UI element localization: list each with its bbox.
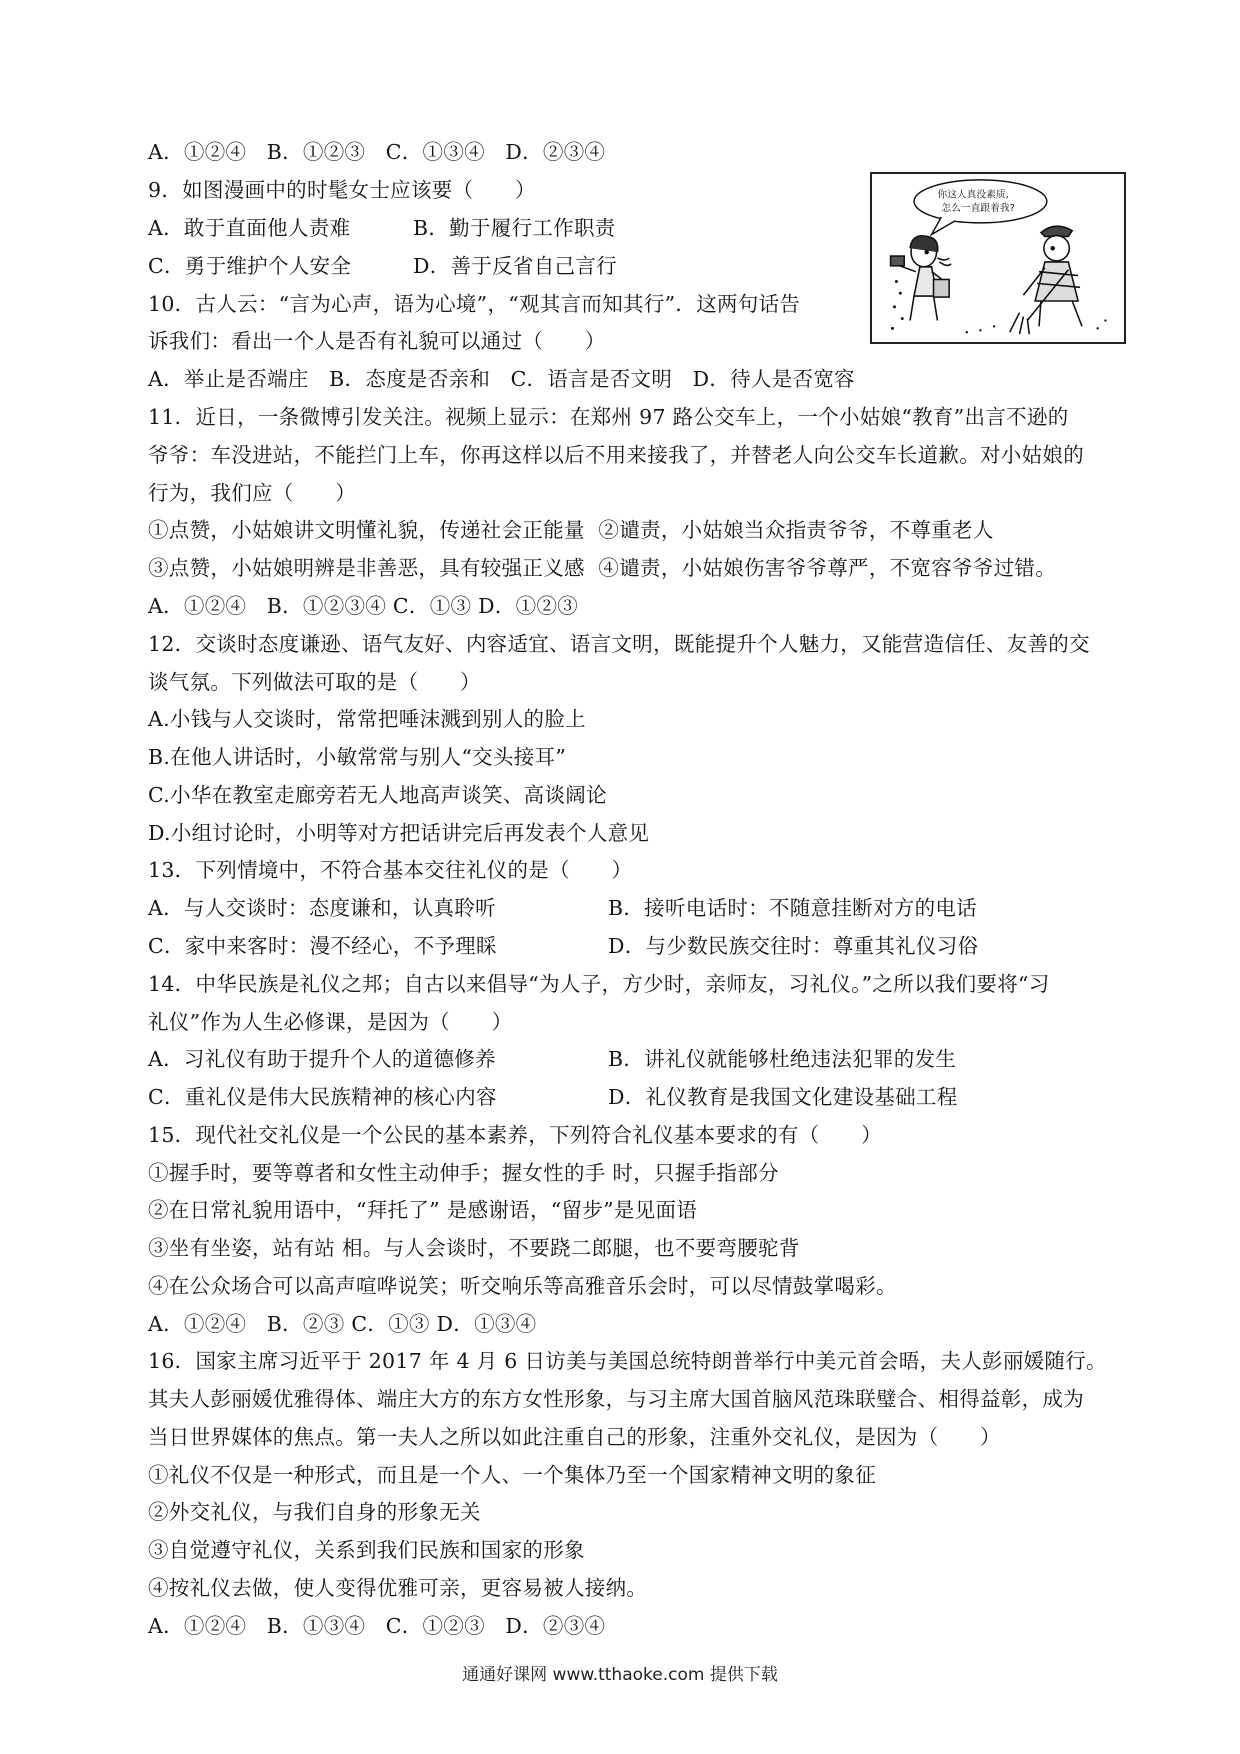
cartoon-drawing — [872, 174, 1124, 342]
q16-item-2: ②外交礼仪，与我们自身的形象无关 — [148, 1500, 481, 1524]
q16-line-2: 其夫人彭丽媛优雅得体、端庄大方的东方女性形象，与习主席大国首脑风范珠联璧合、相得益彰，成为 — [148, 1387, 1084, 1411]
q9-option-row-1 — [148, 216, 616, 240]
q13-option-a: A．与人交谈时：态度谦和，认真聆听 — [148, 896, 496, 920]
q12-option-d: D.小组讨论时，小明等对方把话讲完后再发表个人意见 — [148, 821, 650, 845]
cartoon-bubble-line-1: 你这人真没素质, — [937, 189, 1009, 201]
ground-dots — [966, 319, 1107, 333]
cartoon-bubble-line-2: 怎么一直跟着我? — [941, 203, 1015, 215]
q11-line-1: 11．近日，一条微博引发关注。视频上显示：在郑州 97 路公交车上，一个小姑娘“教育”出言不逊的 — [148, 405, 1069, 429]
q13-option-row-2 — [148, 934, 979, 958]
q13-option-b: B．接听电话时：不随意挂断对方的电话 — [608, 896, 977, 920]
q15-stem: 15．现代社交礼仪是一个公民的基本素养，下列符合礼仪基本要求的有（ ） — [148, 1123, 882, 1147]
q14-option-a: A．习礼仪有助于提升个人的道德修养 — [148, 1047, 496, 1071]
q16-options: A．①②④ B．①③④ C．①②③ D．②③④ — [148, 1614, 606, 1638]
q14-line-1: 14．中华民族是礼仪之邦；自古以来倡导“为人子，方少时，亲师友，习礼仪。”之所以我们要将“习 — [148, 972, 1050, 996]
q15-item-1: ①握手时，要等尊者和女性主动伸手；握女性的手 时，只握手指部分 — [148, 1161, 779, 1185]
q14-option-row-1 — [148, 1047, 957, 1071]
q16-line-1: 16．国家主席习近平于 2017 年 4 月 6 日访美与美国总统特朗普举行中美元首会晤，夫人彭丽媛随行。 — [148, 1349, 1107, 1373]
q13-option-row-1 — [148, 896, 977, 920]
q9-option-c: C．勇于维护个人安全 — [148, 254, 352, 278]
q12-option-a: A.小钱与人交谈时，常常把唾沫溅到别人的脸上 — [148, 707, 586, 731]
q8-options: A．①②④ B．①②③ C．①③④ D．②③④ — [148, 140, 606, 164]
q12-line-1: 12．交谈时态度谦逊、语气友好、内容适宜、语言文明，既能提升个人魅力，又能营造信任、友善的交 — [148, 632, 1090, 656]
q11-item-1: ①点赞，小姑娘讲文明懂礼貌，传递社会正能量 ②谴责，小姑娘当众指责爷爷，不尊重老人 — [148, 518, 994, 542]
q13-option-c: C．家中来客时：漫不经心，不予理睬 — [148, 934, 497, 958]
q14-option-d: D．礼仪教育是我国文化建设基础工程 — [608, 1085, 958, 1109]
page-footer: 通通好课网 www.tthaoke.com 提供下载 — [462, 1665, 778, 1685]
q9-option-a: A．敢于直面他人责难 — [148, 216, 351, 240]
q10-line-2: 诉我们：看出一个人是否有礼貌可以通过（ ） — [148, 329, 606, 353]
q9-stem: 9．如图漫画中的时髦女士应该要（ ） — [148, 178, 536, 202]
q12-line-2: 谈气氛。下列做法可取的是（ ） — [148, 670, 481, 694]
woman-figure — [891, 236, 952, 321]
q11-line-2: 爷爷：车没进站，不能拦门上车，你再这样以后不用来接我了，并替老人向公交车长道歉。对小姑娘的 — [148, 443, 1084, 467]
q16-item-1: ①礼仪不仅是一种形式，而且是一个人、一个集体乃至一个国家精神文明的象征 — [148, 1463, 876, 1487]
q12-option-c: C.小华在教室走廊旁若无人地高声谈笑、高谈阔论 — [148, 783, 607, 807]
q10-options: A．举止是否端庄 B．态度是否亲和 C．语言是否文明 D．待人是否宽容 — [148, 367, 855, 391]
q11-options: A．①②④ B．①②③④ C．①③ D．①②③ — [148, 594, 579, 618]
q14-option-b: B．讲礼仪就能够杜绝违法犯罪的发生 — [608, 1047, 957, 1071]
q13-stem: 13．下列情境中，不符合基本交往礼仪的是（ ） — [148, 858, 633, 882]
q16-line-3: 当日世界媒体的焦点。第一夫人之所以如此注重自己的形象，注重外交礼仪，是因为（ ） — [148, 1425, 1001, 1449]
q12-option-b: B.在他人讲话时，小敏常常与别人“交头接耳” — [148, 745, 567, 769]
q9-option-row-2 — [148, 254, 617, 278]
q14-option-row-2 — [148, 1085, 958, 1109]
q15-item-4: ④在公众场合可以高声喧哗说笑；听交响乐等高雅音乐会时，可以尽情鼓掌喝彩。 — [148, 1274, 897, 1298]
q9-option-b: B．勤于履行工作职责 — [413, 216, 616, 240]
q16-item-3: ③自觉遵守礼仪，关系到我们民族和国家的形象 — [148, 1538, 585, 1562]
sweeper-figure — [1010, 226, 1082, 334]
q13-option-d: D．与少数民族交往时：尊重其礼仪习俗 — [608, 934, 979, 958]
cartoon-illustration — [870, 172, 1126, 344]
q9-option-d: D．善于反省自己言行 — [413, 254, 617, 278]
q10-line-1: 10．古人云：“言为心声，语为心境”，“观其言而知其行”．这两句话告 — [148, 292, 801, 316]
q14-option-c: C．重礼仪是伟大民族精神的核心内容 — [148, 1085, 497, 1109]
q14-line-2: 礼仪”作为人生必修课，是因为（ ） — [148, 1010, 513, 1034]
q11-line-3: 行为，我们应（ ） — [148, 481, 356, 505]
litter-dots — [891, 280, 904, 330]
q11-item-2: ③点赞，小姑娘明辨是非善恶，具有较强正义感 ④谴责，小姑娘伤害爷爷尊严，不宽容爷爷过错。 — [148, 556, 1057, 580]
q15-item-2: ②在日常礼貌用语中，“拜托了” 是感谢语，“留步”是见面语 — [148, 1198, 698, 1222]
q15-item-3: ③坐有坐姿，站有站 相。与人会谈时，不要跷二郎腿，也不要弯腰驼背 — [148, 1236, 800, 1260]
q16-item-4: ④按礼仪去做，使人变得优雅可亲，更容易被人接纳。 — [148, 1576, 648, 1600]
q15-options: A．①②④ B．②③ C．①③ D．①③④ — [148, 1312, 537, 1336]
